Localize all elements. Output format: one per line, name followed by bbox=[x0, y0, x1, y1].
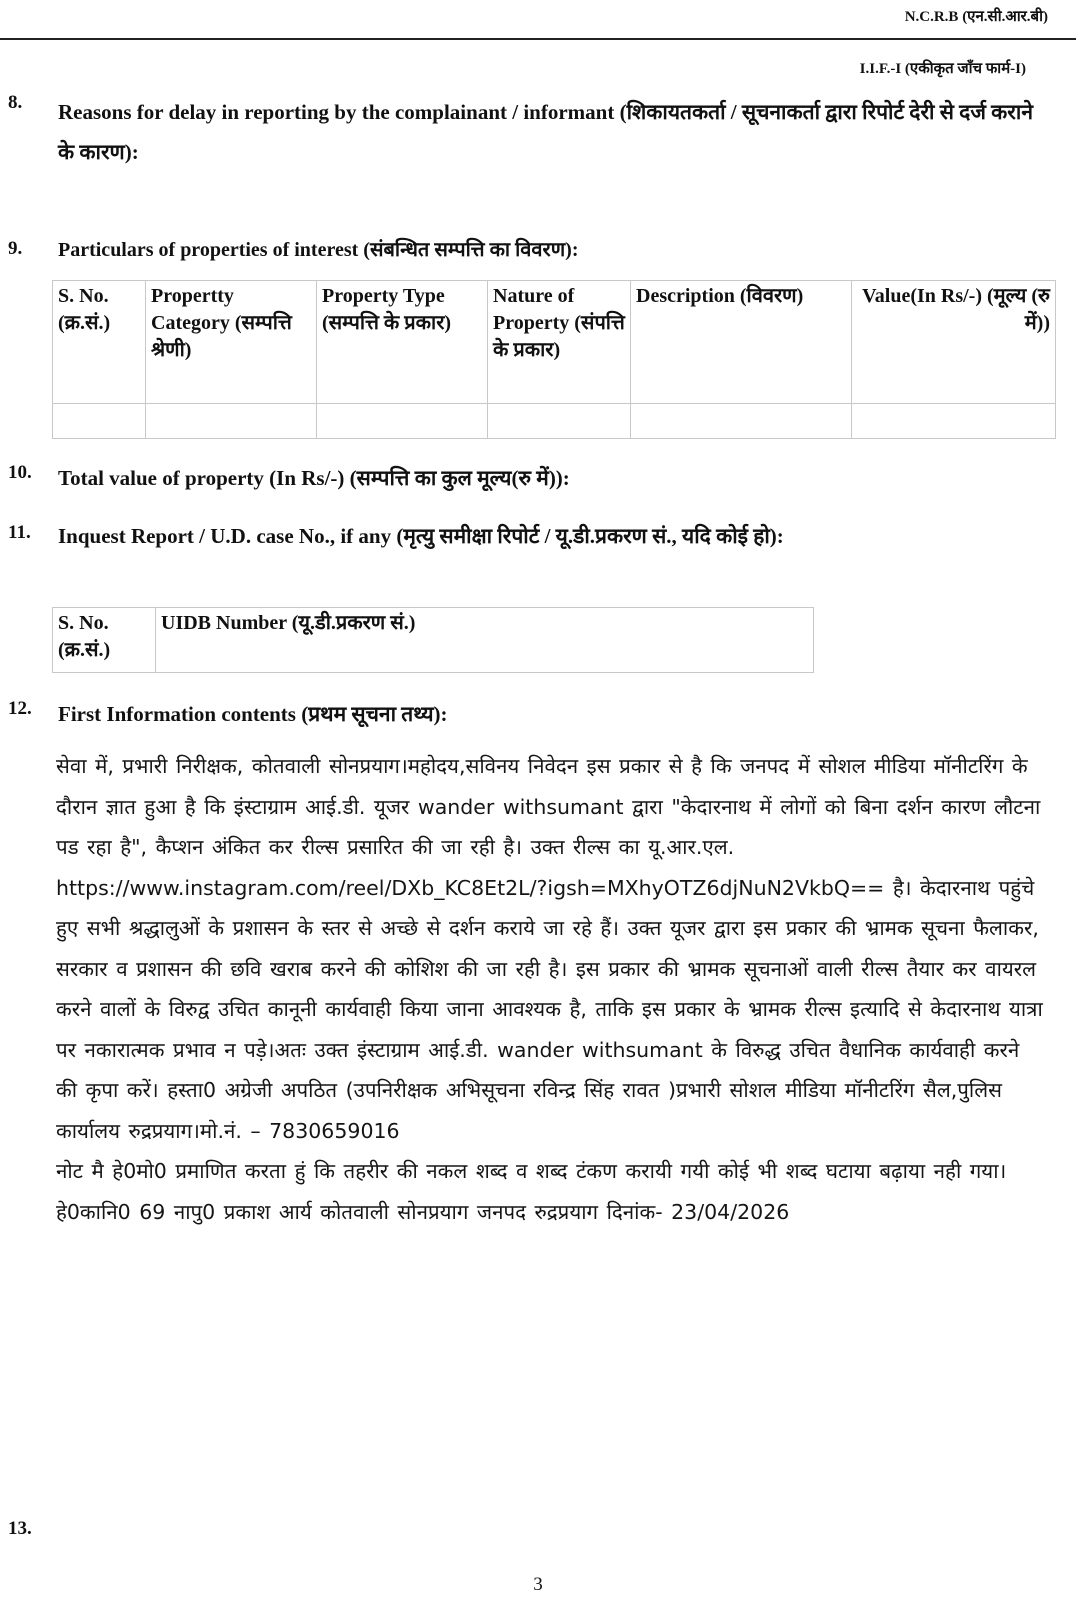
page-number: 3 bbox=[533, 1574, 543, 1595]
property-header-category: Propertty Category (सम्पत्ति श्रेणी) bbox=[146, 281, 317, 404]
section-10-number: 10. bbox=[8, 462, 32, 483]
fir-paragraph-2: https://www.instagram.com/reel/DXb_KC8Et2L/?igsh=MXhyOTZ6djNuN2VkbQ== है। केदारनाथ पहुंचे हुए सभी श्रद्धालुओं के प्रशासन के स्तर से अच्छे से दर्शन कराये जा रहे हैं। उक्त यूजर द्वारा इस प्रकार की भ्रामक सूचना फैलाकर, सरकार व प्रशासन की छवि खराब करने की कोशिश की जा रही है। इस प्रकार की भ्रामक सूचनाओं वाली रील्स तैयार कर वायरल करने वालों के विरुद्व उचित कानूनी कार्यवाही किया जाना आवश्यक है, ताकि इस प्रकार के भ्रामक रील्स इत्यादि से केदारनाथ यात्रा पर नकारात्मक प्रभाव न पड़े।अतः उक्त इंस्टाग्राम आई.डी. wander withsumant के विरुद्ध उचित वैधानिक कार्यवाही करने की कृपा करें। हस्ता0 अग्रेजी अपठित (उपनिरीक्षक अभिसूचना रविन्द्र सिंह रावत )प्रभारी सोशल मीडिया मॉनीटरिंग सैल,पुलिस कार्यालय रुद्रप्रयाग।मो.नं. – 7830659016 bbox=[56, 875, 1043, 1143]
section-9-heading: Particulars of properties of interest (संबन्धित सम्पत्ति का विवरण): bbox=[58, 239, 579, 261]
fir-paragraph-3: नोट मै हे0मो0 प्रमाणित करता हुं कि तहरीर की नकल शब्द व शब्द टंकण करायी गयी कोई भी शब्द घटाया बढ़ाया नही गया। हे0कानि0 69 नापु0 प्रकाश आर्य कोतवाली सोनप्रयाग जनपद रुद्रप्रयाग दिनांक- 23/04/2026 bbox=[56, 1159, 1007, 1224]
header-rule bbox=[0, 38, 1076, 40]
section-8-number: 8. bbox=[8, 92, 23, 113]
section-12-heading: First Information contents (प्रथम सूचना तथ्य): bbox=[58, 702, 448, 726]
table-cell bbox=[53, 404, 146, 439]
property-table bbox=[52, 280, 1056, 439]
property-header-sno: S. No. (क्र.सं.) bbox=[53, 281, 146, 404]
property-header-type: Property Type (सम्पत्ति के प्रकार) bbox=[317, 281, 488, 404]
ud-table-header-row bbox=[53, 608, 814, 673]
ud-header-sno: S. No. (क्र.सं.) bbox=[53, 608, 156, 673]
section-11-heading: Inquest Report / U.D. case No., if any (मृत्यु समीक्षा रिपोर्ट / यू.डी.प्रकरण सं., यदि कोई हो): bbox=[58, 524, 784, 548]
section-13-number: 13. bbox=[8, 1518, 32, 1539]
property-header-value: Value(In Rs/-) (मूल्य (रु में)) bbox=[852, 281, 1056, 404]
first-information-contents bbox=[56, 746, 1046, 1232]
section-11-number: 11. bbox=[8, 522, 31, 543]
property-header-description: Description (विवरण) bbox=[631, 281, 852, 404]
table-cell bbox=[631, 404, 852, 439]
ud-header-uidb: UIDB Number (यू.डी.प्रकरण सं.) bbox=[156, 608, 814, 673]
property-table-header-row bbox=[53, 281, 1056, 404]
section-8-heading: Reasons for delay in reporting by the complainant / informant (शिकायतकर्ता / सूचनाकर्ता द्वारा रिपोर्ट देरी से दर्ज कराने के कारण): bbox=[58, 100, 1033, 164]
ud-case-table bbox=[52, 607, 814, 673]
table-cell bbox=[852, 404, 1056, 439]
fir-paragraph-1: सेवा में, प्रभारी निरीक्षक, कोतवाली सोनप्रयाग।महोदय,सविनय निवेदन इस प्रकार से है कि जनपद में सोशल मीडिया मॉनीटरिंग के दौरान ज्ञात हुआ है कि इंस्टाग्राम आई.डी. यूजर wander withsumant द्वारा "केदारनाथ में लोगों को बिना दर्शन कारण लौटना पड रहा है", कैप्शन अंकित कर रील्स प्रसारित की जा रही है। उक्त रील्स का यू.आर.एल. bbox=[56, 754, 1041, 859]
property-table-empty-row bbox=[53, 404, 1056, 439]
header-agency: N.C.R.B (एन.सी.आर.बी) bbox=[904, 9, 1048, 25]
property-header-nature: Nature of Property (संपत्ति के प्रकार) bbox=[488, 281, 631, 404]
table-cell bbox=[146, 404, 317, 439]
section-10-heading: Total value of property (In Rs/-) (सम्पत्ति का कुल मूल्य(रु में)): bbox=[58, 466, 570, 490]
table-cell bbox=[317, 404, 488, 439]
section-9-number: 9. bbox=[8, 238, 23, 259]
section-12-number: 12. bbox=[8, 698, 32, 719]
header-form-code: I.I.F.-I (एकीकृत जाँच फार्म-I) bbox=[859, 61, 1026, 77]
table-cell bbox=[488, 404, 631, 439]
